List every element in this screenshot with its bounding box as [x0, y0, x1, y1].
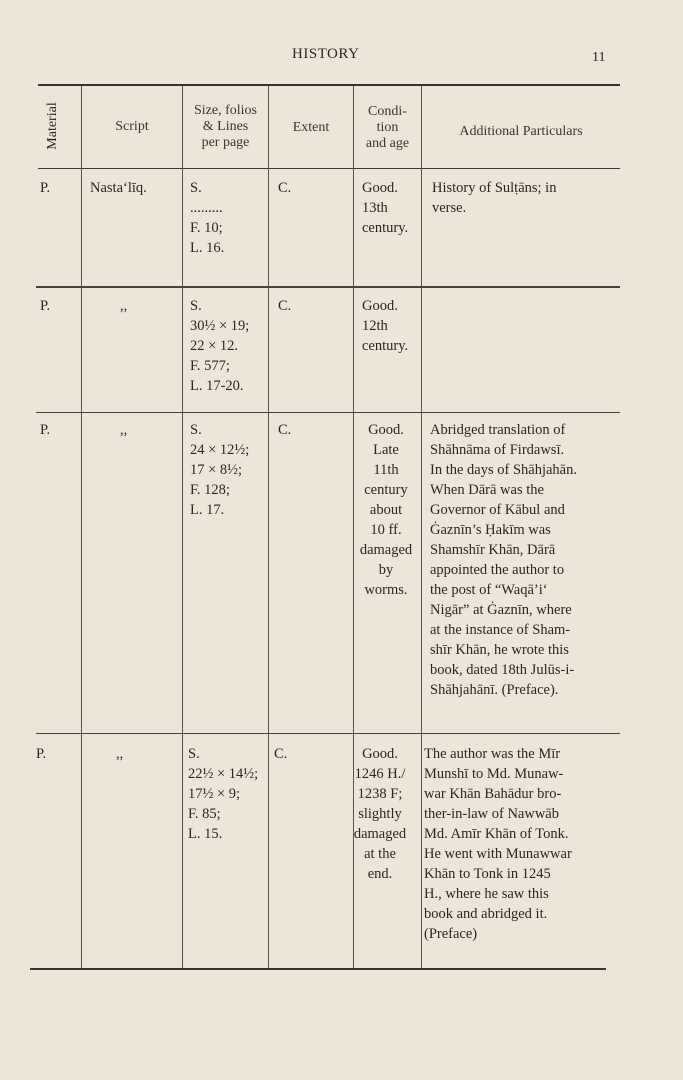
page-number: 11 [592, 50, 606, 65]
column-header-material [38, 90, 68, 162]
condition-cell: Good. 1246 H./ 1238 F; slightly damaged at the end. [353, 746, 407, 882]
table-bottom-rule [30, 968, 606, 970]
condition-cell: Good. 13th century. [362, 180, 409, 236]
extent-cell: C. [278, 422, 292, 438]
condition-cell: Good. Late 11th century about 10 ff. damaged by worms. [359, 422, 413, 598]
extent-cell: C. [278, 180, 292, 196]
material-cell: P. [36, 746, 47, 762]
size-cell: S. 30½ × 19; 22 × 12. F. 577; L. 17-20. [190, 298, 250, 394]
column-header-condition: Condi- tion and age [365, 104, 410, 151]
row-separator [36, 286, 620, 288]
material-cell: P. [40, 180, 51, 196]
table-top-rule [38, 84, 620, 86]
script-cell: ,, [116, 746, 124, 762]
size-cell: S. 22½ × 14½; 17½ × 9; F. 85; L. 15. [188, 746, 259, 842]
page-title: HISTORY [292, 46, 360, 62]
column-header-size: Size, folios & Lines per page [194, 103, 257, 150]
column-header-extent: Extent [292, 120, 330, 135]
extent-cell: C. [278, 298, 292, 314]
row-separator [36, 412, 620, 413]
script-cell: ,, [120, 298, 128, 314]
page-header [0, 46, 683, 68]
column-divider [268, 86, 269, 968]
column-header-script: Script [115, 119, 149, 134]
particulars-cell: Abridged translation of Shāhnāma of Firdawsī. In the days of Shāhjahān. When Dārā was the Governor of Kābul and Ġaznīn’s Ḥakīm was Shamshīr Khān, Dārā appointed the author to the post of “Waqā’i‘ Nigār” at Ġaznīn, where at the instance of Sham- shīr Khān, he wrote this book, dated 18th Julūs-i- Shāhjahānī. (Preface). [430, 422, 577, 698]
row-separator [36, 733, 620, 734]
material-cell: P. [40, 298, 51, 314]
header-bottom-rule [38, 168, 620, 169]
column-header-particulars: Additional Particulars [459, 124, 583, 139]
column-divider [421, 86, 422, 968]
material-cell: P. [40, 422, 51, 438]
script-cell: Nasta‘līq. [90, 180, 147, 196]
particulars-cell: History of Sulṭāns; in verse. [432, 180, 557, 216]
extent-cell: C. [274, 746, 288, 762]
column-divider [182, 86, 183, 968]
size-cell: S. 24 × 12½; 17 × 8½; F. 128; L. 17. [190, 422, 250, 518]
column-divider [81, 86, 82, 968]
material-header-label: Material [45, 102, 60, 150]
condition-cell: Good. 12th century. [362, 298, 409, 354]
script-cell: ,, [120, 422, 128, 438]
particulars-cell: The author was the Mīr Munshī to Md. Munaw- war Khān Bahādur bro- ther-in-law of Nawwāb Md. Amīr Khān of Tonk. He went with Munawwar Khān to Tonk in 1245 H., where he saw this book and abridged it. (Preface) [424, 746, 572, 942]
size-cell: S. ......... F. 10; L. 16. [190, 180, 225, 256]
